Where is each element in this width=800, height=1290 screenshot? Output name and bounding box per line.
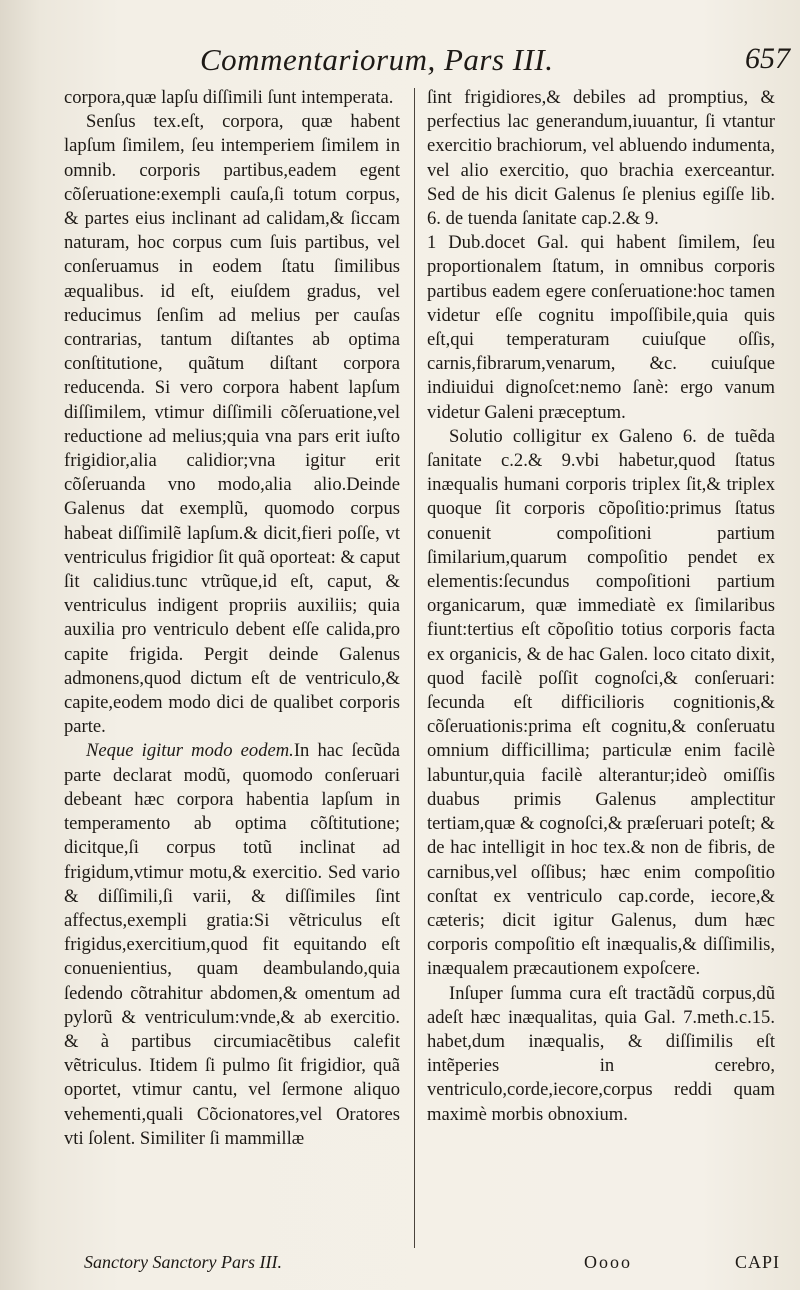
page-header [60, 42, 790, 86]
running-title: Commentariorum, Pars III. [200, 42, 554, 77]
left-paragraph-3 [64, 739, 400, 1150]
page-footer [64, 1252, 780, 1282]
right-paragraph-2: 1 Dub.docet Gal. qui habent ſimilem, ſeu proportionalem ſtatum, in omnibus corporis partibus eadem egere conſeruatione:hoc tamen videtur eſſe cognitu impoſſibile,quia quis eſt,qui temperaturam cuiuſque oſſis, carnis,fibrarum,venarum, &c. cuiuſque indiuidui dignoſcet:nemo ſanè: ergo vanum videtur Galeni præceptum. [427, 232, 775, 423]
left-paragraph-1: corpora,quæ lapſu diſſimili ſunt intemperata. [64, 87, 394, 108]
right-paragraph-4: Inſuper ſumma cura eſt tractãdũ corpus,dũ adeſt hæc inæqualitas, quia Gal. 7.meth.c.15. habet,dum inæqualis, & diſſimilis eſt intẽperies in cerebro, ventriculo,corde,iecore,corpus reddi quam maximè morbis obnoxium. [427, 982, 775, 1125]
left-paragraph-3-text: In hac ſecũda parte declarat modũ, quomodo conſeruari debeant hæc corpora habentia lapſum in temperamento ab optima cõſtitutione; dicitque,ſi corpus totũ inclinat ad frigidum,vtimur motu,& exercitio. Sed vario & diſſimili,ſi varii, & diſſimiles ſint affectus,exempli gratia:Si vẽtriculus eſt frigidus,exercitium,quod fit equitando eſt conuenientius, quam deambulando,quia ſedendo cõtrahitur abdomen,& omentum ad pylorũ & ventriculum:vnde,& ab exercitio. & à partibus circumiacẽtibus calefit vẽtriculus. Itidem ſi pulmo ſit frigidior, quã oportet, vtimur cantu, vel ſermone aliquo vehementi,quali Cõcionatores,vel Oratores vti ſolent. Similiter ſi mammillæ [64, 740, 400, 1149]
left-paragraph-2: Senſus tex.eſt, corpora, quæ habent lapſum ſimilem, ſeu intemperiem ſimilem in omnib. corporis partibus,eadem egent cõſeruatione:exempli cauſa,ſi totum corpus, & partes eius inclinant ad calidam,& ſiccam naturam, hoc corpus cum ſuis partibus, vel conſeruamus in eodem ſtatu ſimilibus æqualibus. id eſt, eiuſdem gradus, vel reducimus ſenſim ad melius per cauſas contrarias, tantum diſtantes ab optima conſtitutione, quãtum diſtant corpora reducenda. Si vero corpora habent lapſum diſſimilem, vtimur diſſimili cõſeruatione,vel reductione ad melius;quia vna pars erit iuſto frigidior,alia calidior;vna igitur erit cõſeruanda vno modo,alia alio.Deinde Galenus dat exemplũ, quomodo corpus habeat diſſimilẽ lapſum.& dicit,fieri poſſe, vt ventriculus frigidior ſit quã oporteat: & caput ſit calidius.tunc vtrũque,id eſt, caput, & ventriculus indigent propriis auxiliis; quia auxilia pro ventriculo debent eſſe calida,pro capite frigida. Pergit deinde Galenus admonens,quod dictum eſt de ventriculo,& capite,eodem modo dici de qualibet corporis parte. [64, 111, 400, 738]
lemma: Neque igitur modo eodem. [86, 740, 294, 762]
right-column [427, 86, 775, 1127]
running-foot: Sanctory Sanctory Pars III. [84, 1252, 282, 1272]
catchword: CAPI [734, 1252, 780, 1272]
signature-mark: Oooo [584, 1252, 632, 1272]
column-divider [414, 88, 415, 1248]
right-paragraph-3: Solutio colligitur ex Galeno 6. de tuẽda ſanitate c.2.& 9.vbi habetur,quod ſtatus inæqualis humani corporis triplex ſit,& triplex quoque ſit corporis cõpoſitio:primus ſtatus conuenit compoſitioni partium ſimilarium,quarum compoſitio pendet ex elementis:ſecundus compoſitioni partium organicarum, quæ immediatè ex ſimilaribus fiunt:tertius eſt cõpoſitio totius corporis facta ex organicis, & de hac Galen. loco citato dixit, quod facilè poſſit cognoſci,& conſeruari: ſecunda eſt difficilioris cognitionis,& cõſeruationis:prima eſt cognitu,& conſeruatu omnium difficillima; particulæ enim facilè labuntur,quia facilè alterantur;ideò omiſſis duabus primis Galenus amplectitur tertiam,quæ & cognoſci,& præſeruari poteſt; & de hac intelligit in hoc tex.& non de fibris, de carnibus,vel oſſibus; hæc enim compoſitio conſtat ex ventriculo cap.corde, iecore,& cæteris; dicit igitur Galenus, dum hæc corporis compoſitio eſt inæqualis,& diſſimilis, inæqualem præcautionem expoſcere. [427, 425, 775, 980]
page-number: 657 [745, 42, 790, 75]
left-column [64, 86, 400, 1151]
right-paragraph-1: ſint frigidiores,& debiles ad promptius, & perfectius lac generandum,iuuantur, ſi vtantur exercitio brachiorum, vel abluendo indumenta, vel alio exercitio, quo brachia exerceantur. Sed de his dicit Galenus ſe plenius egiſſe lib. 6. de tuenda ſanitate cap.2.& 9. [427, 87, 775, 230]
